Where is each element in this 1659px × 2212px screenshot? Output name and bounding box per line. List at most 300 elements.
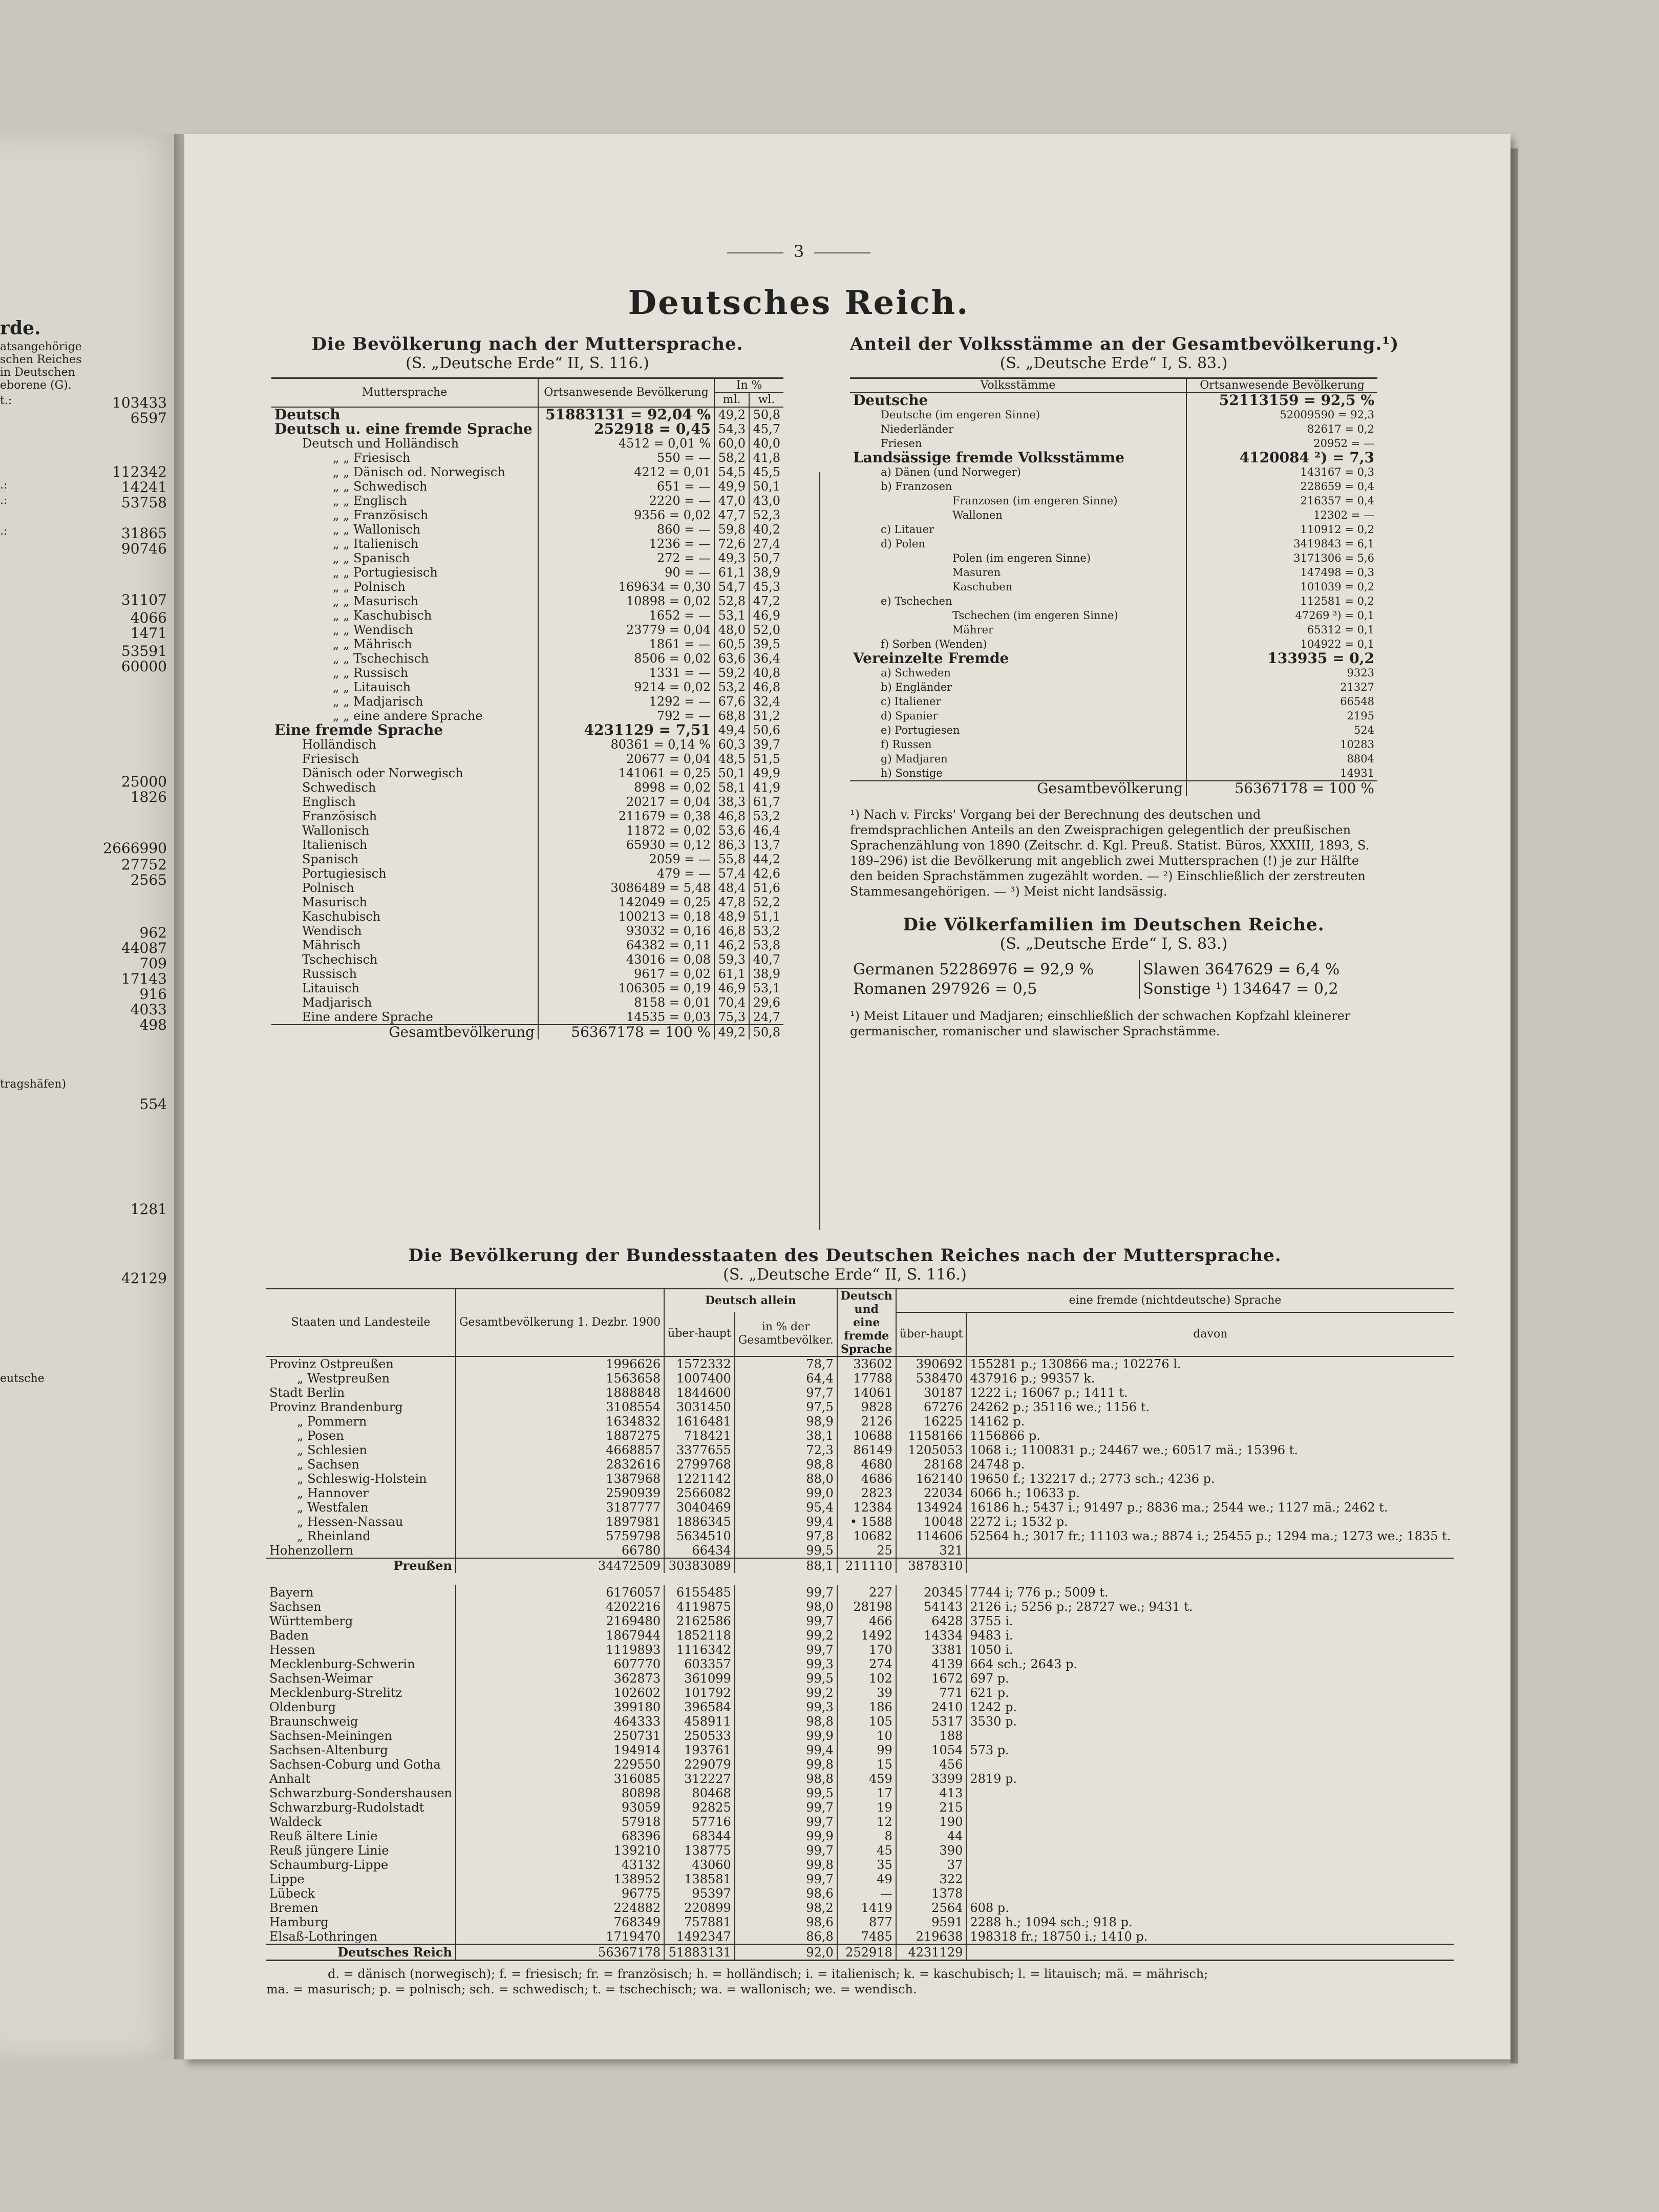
mt-row-label: Schwedisch	[271, 780, 538, 795]
tribes-row-pop: 216357 = 0,4	[1300, 495, 1374, 507]
mt-row	[271, 494, 783, 508]
states-row	[266, 1886, 1454, 1901]
st-cell-davon: 1068 i.; 1100831 p.; 24467 we.; 60517 mä.; 15396 t.	[970, 1443, 1299, 1457]
mt-row	[271, 479, 783, 494]
mt-row-wl: 51,5	[753, 752, 780, 766]
st-cell-pct: 99,7	[735, 1614, 837, 1628]
st-cell-deutsch: 101792	[664, 1686, 735, 1700]
st-cell-deutsch: 361099	[664, 1671, 735, 1686]
mt-row-wl: 45,3	[753, 580, 780, 594]
st-cell-state: Sachsen	[266, 1600, 456, 1614]
st-cell-deutsch: 2566082	[664, 1486, 735, 1500]
st-header-state: Staaten und Landesteile	[266, 1289, 456, 1357]
left-page-value: 6597	[130, 410, 167, 427]
mt-row-wl: 53,8	[753, 938, 780, 952]
mt-row-ml: 68,8	[714, 709, 749, 723]
mt-row-pop: 80361 = 0,14 %	[538, 737, 714, 752]
st-cell-deutsch: 757881	[664, 1915, 735, 1929]
st-cell-deutsch-fremd: 466	[837, 1614, 896, 1628]
tribes-row-label: Friesen	[850, 436, 1186, 451]
tribes-row-label: e) Portugiesen	[850, 723, 1186, 737]
mt-row-ml: 54,5	[714, 465, 749, 479]
st-cell-deutsch-fremd: 12	[837, 1815, 896, 1829]
st-cell-deutsch-fremd: 19	[837, 1800, 896, 1815]
st-cell-state: Sachsen-Altenburg	[266, 1743, 456, 1757]
tribes-row	[850, 565, 1377, 580]
st-cell-deutsch: 80468	[664, 1786, 735, 1800]
tribes-row	[850, 623, 1377, 637]
states-row	[266, 1686, 1454, 1700]
mt-row-ml: 53,1	[714, 608, 749, 623]
st-cell-deutsch: 51883131	[664, 1945, 735, 1961]
st-cell-davon	[966, 1558, 1454, 1573]
mt-row	[271, 522, 783, 537]
mt-row-wl: 31,2	[753, 709, 780, 723]
mt-row-ml: 38,3	[714, 795, 749, 809]
st-cell-deutsch-fremd: 102	[837, 1671, 896, 1686]
st-cell-state: Reuß jüngere Linie	[266, 1843, 456, 1858]
st-cell-pct: 72,3	[735, 1443, 837, 1457]
states-row	[266, 1628, 1454, 1643]
mt-row-label: Friesisch	[271, 752, 538, 766]
mt-row-wl: 43,0	[753, 494, 780, 508]
st-cell-deutsch-fremd: 25	[837, 1543, 896, 1558]
st-cell-pct: 38,1	[735, 1429, 837, 1443]
st-cell-fremd: 67276	[896, 1400, 967, 1414]
states-row	[266, 1472, 1454, 1486]
st-cell-fremd: 3381	[896, 1643, 967, 1657]
st-cell-total: 2169480	[456, 1614, 664, 1628]
st-cell-davon: 7744 i; 776 p.; 5009 t.	[970, 1585, 1109, 1600]
states-row	[266, 1729, 1454, 1743]
tribes-total-label: Gesamtbevölkerung	[850, 781, 1186, 796]
tribes-row-label: a) Dänen (und Norweger)	[850, 465, 1186, 479]
tribes-row-pop: 110912 = 0,2	[1300, 523, 1374, 536]
st-cell-davon: 52564 h.; 3017 fr.; 11103 wa.; 8874 i.; 25455 p.; 1294 ma.; 1273 we.; 1835 t.	[970, 1529, 1451, 1543]
tribes-row-label: f) Sorben (Wenden)	[850, 637, 1186, 651]
states-row	[266, 1786, 1454, 1800]
st-cell-deutsch: 2799768	[664, 1457, 735, 1472]
mt-row-wl: 51,1	[753, 909, 780, 924]
st-cell-total: 224882	[456, 1901, 664, 1915]
mt-row-wl: 52,3	[753, 508, 780, 522]
tribes-row-pop: 10283	[1340, 738, 1374, 751]
st-cell-fremd: 37	[896, 1858, 967, 1872]
mt-row-label: „ „ Spanisch	[271, 551, 538, 565]
left-page-label: tragshäfen)	[0, 1078, 67, 1091]
mt-row-wl: 32,4	[753, 694, 780, 709]
mt-row-label: „ „ eine andere Sprache	[271, 709, 538, 723]
mt-header-pop: Ortsanwesende Bevölkerung	[538, 378, 714, 408]
mt-row-label: Portugiesisch	[271, 866, 538, 881]
st-cell-state: „ Westfalen	[266, 1500, 456, 1515]
mt-row-pop: 2220 = —	[538, 494, 714, 508]
mt-row-wl: 53,2	[753, 809, 780, 823]
left-page-value: 25000	[121, 773, 167, 790]
st-cell-deutsch: 1616481	[664, 1414, 735, 1429]
st-cell-total: 96775	[456, 1886, 664, 1901]
st-cell-deutsch-fremd: 252918	[837, 1945, 896, 1961]
tribes-row-label: Franzosen (im engeren Sinne)	[850, 494, 1186, 508]
mt-row	[271, 1010, 783, 1025]
st-cell-deutsch-fremd: 12384	[837, 1500, 896, 1515]
mt-row-wl: 38,9	[753, 967, 780, 981]
st-cell-pct: 98,6	[735, 1915, 837, 1929]
mt-row-ml: 50,1	[714, 766, 749, 780]
mt-row-wl: 52,0	[753, 623, 780, 637]
st-cell-davon: 155281 p.; 130866 ma.; 102276 l.	[970, 1357, 1181, 1371]
st-cell-total: 102602	[456, 1686, 664, 1700]
st-cell-fremd: 1054	[896, 1743, 967, 1757]
mt-row	[271, 694, 783, 709]
st-cell-state: Preußen	[266, 1558, 456, 1573]
mt-row	[271, 752, 783, 766]
st-cell-deutsch: 68344	[664, 1829, 735, 1843]
mt-row-ml: 46,8	[714, 924, 749, 938]
left-page-value: 31107	[121, 591, 167, 608]
mt-row-label: Eine andere Sprache	[271, 1010, 538, 1025]
st-cell-deutsch: 312227	[664, 1772, 735, 1786]
mt-row-ml: 46,9	[714, 981, 749, 995]
mt-row	[271, 866, 783, 881]
st-cell-state: Lippe	[266, 1872, 456, 1886]
mt-row-label: „ „ Litauisch	[271, 680, 538, 694]
st-cell-total: 66780	[456, 1543, 664, 1558]
st-cell-total: 139210	[456, 1843, 664, 1858]
mt-row-ml: 47,0	[714, 494, 749, 508]
st-cell-deutsch: 57716	[664, 1815, 735, 1829]
mt-row-pop: 8158 = 0,01	[538, 995, 714, 1010]
mother-tongue-table	[271, 377, 783, 1039]
mt-row	[271, 580, 783, 594]
st-cell-deutsch: 66434	[664, 1543, 735, 1558]
st-cell-davon: 24262 p.; 35116 we.; 1156 t.	[970, 1400, 1150, 1414]
families-slawen: Slawen 3647629 = 6,4 %	[1143, 961, 1340, 979]
mt-header-ml: ml.	[714, 393, 749, 407]
tribes-row-label: Deutsche	[850, 393, 1186, 408]
tribes-row-pop: 20952 = —	[1313, 437, 1374, 450]
st-cell-fremd: 114606	[896, 1529, 967, 1543]
st-cell-fremd: 14334	[896, 1628, 967, 1643]
tribes-source: (S. „Deutsche Erde“ I, S. 83.)	[999, 354, 1228, 372]
st-cell-fremd: 2564	[896, 1901, 967, 1915]
mt-row-label: „ „ Französisch	[271, 508, 538, 522]
st-cell-state: „ Pommern	[266, 1414, 456, 1429]
st-cell-total: 362873	[456, 1671, 664, 1686]
st-cell-state: „ Schlesien	[266, 1443, 456, 1457]
tribes-row	[850, 666, 1377, 680]
st-cell-total: 5759798	[456, 1529, 664, 1543]
families-title: Die Völkerfamilien im Deutschen Reiche.	[903, 914, 1325, 935]
st-cell-deutsch-fremd: 10688	[837, 1429, 896, 1443]
left-page-label: .:	[0, 479, 8, 492]
st-cell-deutsch-fremd: 10	[837, 1729, 896, 1743]
mt-row-pop: 550 = —	[538, 451, 714, 465]
st-cell-davon: 9483 i.	[970, 1628, 1013, 1643]
st-cell-deutsch-fremd: 4680	[837, 1457, 896, 1472]
st-cell-deutsch: 1572332	[664, 1356, 735, 1371]
st-cell-pct: 99,8	[735, 1757, 837, 1772]
tribes-row	[850, 408, 1377, 422]
mt-row	[271, 422, 783, 436]
mt-row	[271, 809, 783, 823]
st-cell-state: „ Sachsen	[266, 1457, 456, 1472]
st-cell-deutsch: 193761	[664, 1743, 735, 1757]
st-cell-deutsch: 92825	[664, 1800, 735, 1815]
states-row	[266, 1386, 1454, 1400]
tribes-row-pop: 112581 = 0,2	[1300, 595, 1374, 607]
st-cell-deutsch-fremd: 877	[837, 1915, 896, 1929]
mt-row-label: Litauisch	[271, 981, 538, 995]
mt-row-label: Wendisch	[271, 924, 538, 938]
st-cell-deutsch-fremd: 49	[837, 1872, 896, 1886]
st-cell-state: Schaumburg-Lippe	[266, 1858, 456, 1872]
mt-row-wl: 24,7	[753, 1010, 780, 1024]
mt-row-pop: 1861 = —	[538, 637, 714, 651]
mt-row-label: Madjarisch	[271, 995, 538, 1010]
tribes-row-label: d) Spanier	[850, 709, 1186, 723]
states-row	[266, 1829, 1454, 1843]
states-table	[266, 1288, 1454, 1961]
st-cell-pct: 99,4	[735, 1743, 837, 1757]
mt-row-ml: 59,8	[714, 522, 749, 537]
st-cell-davon: 664 sch.; 2643 p.	[970, 1657, 1078, 1671]
mt-row-pop: 65930 = 0,12	[538, 838, 714, 852]
mt-row-pop: 142049 = 0,25	[538, 895, 714, 909]
st-cell-deutsch: 95397	[664, 1886, 735, 1901]
st-cell-pct: 64,4	[735, 1371, 837, 1386]
st-cell-total: 43132	[456, 1858, 664, 1872]
mt-row-pop: 272 = —	[538, 551, 714, 565]
st-cell-total: 1563658	[456, 1371, 664, 1386]
st-cell-pct: 99,9	[735, 1829, 837, 1843]
mt-row-label: „ „ Dänisch od. Norwegisch	[271, 465, 538, 479]
st-cell-total: 1634832	[456, 1414, 664, 1429]
mt-row	[271, 680, 783, 694]
tribes-row-pop: 2195	[1347, 710, 1374, 722]
st-cell-total: 1996626	[456, 1356, 664, 1371]
mother-tongue-source: (S. „Deutsche Erde“ II, S. 116.)	[406, 354, 649, 372]
mt-row-ml: 55,8	[714, 852, 749, 866]
st-cell-deutsch-fremd: 10682	[837, 1529, 896, 1543]
mt-row-pop: 1331 = —	[538, 666, 714, 680]
mt-row	[271, 838, 783, 852]
st-cell-pct: 97,7	[735, 1386, 837, 1400]
mt-row-pop: 4512 = 0,01 %	[538, 436, 714, 451]
st-cell-state: Bayern	[266, 1585, 456, 1600]
left-page-value: 554	[139, 1096, 167, 1113]
tribes-section	[850, 334, 1399, 1039]
mt-row-pop: 252918 = 0,45	[538, 422, 714, 436]
tribes-row-pop: 66548	[1340, 695, 1374, 708]
st-cell-total: 1867944	[456, 1628, 664, 1643]
st-cell-deutsch: 220899	[664, 1901, 735, 1915]
st-cell-davon: 16186 h.; 5437 i.; 91497 p.; 8836 ma.; 2544 we.; 1127 mä.; 2462 t.	[970, 1500, 1388, 1515]
mt-row-wl: 36,4	[753, 651, 780, 666]
tribes-row	[850, 608, 1377, 623]
right-page	[184, 134, 1511, 2059]
states-section	[266, 1245, 1451, 1997]
st-cell-deutsch: 1844600	[664, 1386, 735, 1400]
mt-row-label: Tschechisch	[271, 952, 538, 967]
st-cell-state: Lübeck	[266, 1886, 456, 1901]
left-page-value: 112342	[112, 463, 167, 480]
mt-total-ml: 49,2	[714, 1025, 749, 1039]
left-page-label: eutsche	[0, 1372, 45, 1385]
mt-row	[271, 637, 783, 651]
mt-row-ml: 75,3	[714, 1010, 749, 1025]
tribes-row	[850, 694, 1377, 709]
mt-row-pop: 9356 = 0,02	[538, 508, 714, 522]
states-title: Die Bevölkerung der Bundesstaaten des Deutschen Reiches nach der Muttersprache.	[408, 1245, 1282, 1266]
mt-row	[271, 551, 783, 565]
st-cell-davon	[966, 1829, 1454, 1843]
mt-row-pop: 8998 = 0,02	[538, 780, 714, 795]
st-cell-total: 80898	[456, 1786, 664, 1800]
mt-row-wl: 40,7	[753, 952, 780, 967]
left-page-value: 1826	[130, 789, 167, 805]
mt-row-label: Englisch	[271, 795, 538, 809]
st-cell-state: Mecklenburg-Strelitz	[266, 1686, 456, 1700]
tribes-row-pop: 21327	[1340, 681, 1374, 693]
mt-row	[271, 909, 783, 924]
mt-row	[271, 709, 783, 723]
tribes-row	[850, 479, 1377, 494]
st-cell-deutsch-fremd: 7485	[837, 1929, 896, 1945]
left-page-value: 962	[139, 924, 167, 941]
states-row	[266, 1457, 1454, 1472]
mt-row-pop: 479 = —	[538, 866, 714, 881]
mt-row	[271, 666, 783, 680]
states-row	[266, 1543, 1454, 1558]
states-row	[266, 1400, 1454, 1414]
st-cell-pct: 99,7	[735, 1815, 837, 1829]
st-cell-state: „ Posen	[266, 1429, 456, 1443]
tribes-row	[850, 766, 1377, 781]
st-cell-state: Württemberg	[266, 1614, 456, 1628]
st-cell-total: 4668857	[456, 1443, 664, 1457]
st-cell-davon	[966, 1543, 1454, 1558]
st-cell-deutsch-fremd: 459	[837, 1772, 896, 1786]
mt-row-wl: 40,2	[753, 522, 780, 537]
st-cell-total: 229550	[456, 1757, 664, 1772]
st-cell-deutsch: 4119875	[664, 1600, 735, 1614]
tribes-row-label: Vereinzelte Fremde	[850, 651, 1186, 666]
st-header-fremd-ueber: über-haupt	[896, 1312, 967, 1356]
mt-row-wl: 38,9	[753, 565, 780, 580]
mt-row-ml: 49,2	[714, 407, 749, 422]
st-cell-fremd: 321	[896, 1543, 967, 1558]
states-legend-1: d. = dänisch (norwegisch); f. = friesisch; fr. = französisch; h. = holländisch; i. = italienisch; k. = kaschubisch; l. = litauisch; mä. = mährisch;	[328, 1967, 1208, 1981]
tribes-row	[850, 465, 1377, 479]
tribes-footnote: ¹) Nach v. Fircks' Vorgang bei der Berechnung des deutschen und fremdsprachlichen Anteils an den Zweisprachigen gelegentlich der preußischen Sprachenzählung von 1890 (Zeitschr. d. Kgl. Preuß. Statist. Büros, XXXIII, 1893, S. 189–296) ist die Bevölkerung mit angeblich zwei Muttersprachen (!) je zur Hälfte den beiden Sprachstämmen zugezählt worden. — ²) Einschließlich der zerstreuten Stammesangehörigen. — ³) Meist nicht landsässig.	[850, 807, 1370, 899]
states-row	[266, 1858, 1454, 1872]
st-cell-state: „ Westpreußen	[266, 1371, 456, 1386]
st-header-total: Gesamtbevölkerung 1. Dezbr. 1900	[456, 1289, 664, 1357]
mt-row	[271, 852, 783, 866]
states-row	[266, 1772, 1454, 1786]
st-cell-pct: 98,8	[735, 1714, 837, 1729]
st-cell-total: 1887275	[456, 1429, 664, 1443]
mt-row-ml: 53,6	[714, 823, 749, 838]
st-cell-davon: 2819 p.	[970, 1772, 1017, 1786]
mt-row-pop: 792 = —	[538, 709, 714, 723]
st-cell-fremd: 1158166	[896, 1429, 967, 1443]
left-page-value: 103433	[112, 394, 167, 411]
mt-row-label: Wallonisch	[271, 823, 538, 838]
st-cell-davon: 3530 p.	[970, 1714, 1017, 1729]
mt-row	[271, 594, 783, 608]
mother-tongue-title: Die Bevölkerung nach der Muttersprache.	[311, 334, 743, 354]
st-cell-fremd: 190	[896, 1815, 967, 1829]
mt-row-label: Kaschubisch	[271, 909, 538, 924]
tribes-row-label: h) Sonstige	[850, 766, 1186, 781]
st-cell-pct: 99,7	[735, 1872, 837, 1886]
tribes-row-label: Wallonen	[850, 508, 1186, 522]
st-cell-fremd: 134924	[896, 1500, 967, 1515]
tribes-row	[850, 752, 1377, 766]
tribes-row-pop: 228659 = 0,4	[1300, 480, 1374, 493]
states-row	[266, 1743, 1454, 1757]
mt-row	[271, 981, 783, 995]
st-cell-deutsch-fremd: 1419	[837, 1901, 896, 1915]
tribes-row	[850, 393, 1377, 408]
st-cell-davon	[966, 1786, 1454, 1800]
tribes-row	[850, 594, 1377, 608]
st-cell-state: Hessen	[266, 1643, 456, 1657]
mt-row-label: Spanisch	[271, 852, 538, 866]
st-cell-state: Hohenzollern	[266, 1543, 456, 1558]
families-footnote: ¹) Meist Litauer und Madjaren; einschließlich der schwachen Kopfzahl kleinerer germanischer, romanischer und slawischer Sprachstämme.	[850, 1009, 1351, 1038]
st-cell-state: Hamburg	[266, 1915, 456, 1929]
mt-row-label: Deutsch	[271, 407, 538, 422]
tribes-row	[850, 537, 1377, 551]
tribes-row-pop: 4120084 ²) = 7,3	[1239, 449, 1374, 466]
st-cell-total: 399180	[456, 1700, 664, 1714]
st-cell-pct: 98,2	[735, 1901, 837, 1915]
tribes-row	[850, 637, 1377, 651]
mt-row-pop: 20677 = 0,04	[538, 752, 714, 766]
left-page-label: eborene (G).	[0, 379, 72, 392]
st-cell-davon: 573 p.	[970, 1743, 1009, 1757]
st-cell-pct: 99,2	[735, 1628, 837, 1643]
mt-row-wl: 46,8	[753, 680, 780, 694]
mt-row	[271, 608, 783, 623]
st-cell-total: 194914	[456, 1743, 664, 1757]
page-title: Deutsches Reich.	[628, 284, 970, 322]
st-cell-pct: 99,7	[735, 1585, 837, 1600]
mt-total-wl: 50,8	[753, 1025, 780, 1039]
mt-header-language: Muttersprache	[271, 378, 538, 408]
left-page-value: 1471	[130, 625, 167, 642]
mt-row	[271, 451, 783, 465]
st-cell-pct: 92,0	[735, 1945, 837, 1961]
tribes-row-label: Kaschuben	[850, 580, 1186, 594]
st-cell-total: 56367178	[456, 1945, 664, 1961]
states-row	[266, 1414, 1454, 1429]
tribes-row	[850, 580, 1377, 594]
mt-row-wl: 50,1	[753, 479, 780, 494]
mt-row-pop: 64382 = 0,11	[538, 938, 714, 952]
st-cell-davon	[966, 1886, 1454, 1901]
mt-row-ml: 54,7	[714, 580, 749, 594]
tribes-row	[850, 551, 1377, 565]
tribes-row-label: Deutsche (im engeren Sinne)	[850, 408, 1186, 422]
left-page-value: 1281	[130, 1201, 167, 1218]
st-cell-deutsch-fremd: 39	[837, 1686, 896, 1700]
st-cell-deutsch-fremd: 9828	[837, 1400, 896, 1414]
st-cell-total: 1888848	[456, 1386, 664, 1400]
